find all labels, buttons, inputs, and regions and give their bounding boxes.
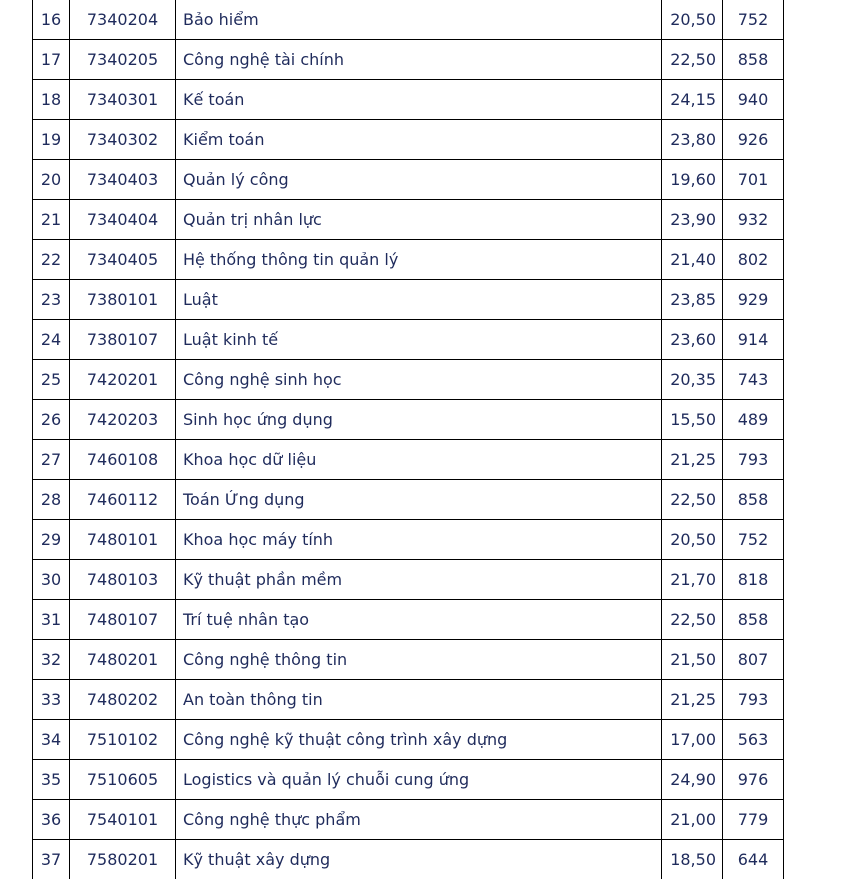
row-number-cell: 17 (33, 40, 70, 80)
major-name-cell: Công nghệ thực phẩm (176, 800, 662, 840)
major-code-cell: 7460108 (70, 440, 176, 480)
converted-points-cell: 818 (723, 560, 784, 600)
major-code-cell: 7480202 (70, 680, 176, 720)
major-code-cell: 7380107 (70, 320, 176, 360)
converted-points-cell: 858 (723, 480, 784, 520)
major-code-cell: 7460112 (70, 480, 176, 520)
major-name-cell: Hệ thống thông tin quản lý (176, 240, 662, 280)
converted-points-cell: 743 (723, 360, 784, 400)
major-code-cell: 7480107 (70, 600, 176, 640)
cutoff-score-cell: 22,50 (662, 600, 723, 640)
cutoff-score-cell: 23,80 (662, 120, 723, 160)
converted-points-cell: 779 (723, 800, 784, 840)
major-code-cell: 7340205 (70, 40, 176, 80)
row-number-cell: 28 (33, 480, 70, 520)
row-number-cell: 25 (33, 360, 70, 400)
major-code-cell: 7510102 (70, 720, 176, 760)
converted-points-cell: 489 (723, 400, 784, 440)
converted-points-cell: 929 (723, 280, 784, 320)
major-code-cell: 7340404 (70, 200, 176, 240)
cutoff-score-cell: 23,85 (662, 280, 723, 320)
major-code-cell: 7420203 (70, 400, 176, 440)
converted-points-cell: 563 (723, 720, 784, 760)
cutoff-score-cell: 22,50 (662, 40, 723, 80)
cutoff-score-cell: 24,90 (662, 760, 723, 800)
table-row (33, 240, 784, 280)
converted-points-cell: 793 (723, 680, 784, 720)
row-number-cell: 27 (33, 440, 70, 480)
major-name-cell: Quản lý công (176, 160, 662, 200)
admission-scores-table (32, 0, 784, 879)
major-name-cell: Công nghệ thông tin (176, 640, 662, 680)
row-number-cell: 33 (33, 680, 70, 720)
row-number-cell: 30 (33, 560, 70, 600)
row-number-cell: 34 (33, 720, 70, 760)
major-name-cell: Bảo hiểm (176, 0, 662, 40)
major-code-cell: 7340204 (70, 0, 176, 40)
major-name-cell: Khoa học dữ liệu (176, 440, 662, 480)
table-row (33, 440, 784, 480)
major-name-cell: Luật kinh tế (176, 320, 662, 360)
table-row (33, 840, 784, 879)
major-name-cell: Toán Ứng dụng (176, 480, 662, 520)
row-number-cell: 37 (33, 840, 70, 879)
cutoff-score-cell: 21,70 (662, 560, 723, 600)
major-name-cell: Công nghệ sinh học (176, 360, 662, 400)
converted-points-cell: 793 (723, 440, 784, 480)
cutoff-score-cell: 21,25 (662, 440, 723, 480)
major-code-cell: 7340403 (70, 160, 176, 200)
cutoff-score-cell: 15,50 (662, 400, 723, 440)
major-name-cell: Công nghệ kỹ thuật công trình xây dựng (176, 720, 662, 760)
row-number-cell: 21 (33, 200, 70, 240)
converted-points-cell: 976 (723, 760, 784, 800)
row-number-cell: 31 (33, 600, 70, 640)
major-code-cell: 7580201 (70, 840, 176, 879)
major-name-cell: Kiểm toán (176, 120, 662, 160)
major-name-cell: Sinh học ứng dụng (176, 400, 662, 440)
cutoff-score-cell: 20,50 (662, 520, 723, 560)
table-row (33, 320, 784, 360)
row-number-cell: 36 (33, 800, 70, 840)
table-row (33, 40, 784, 80)
table-row (33, 400, 784, 440)
row-number-cell: 18 (33, 80, 70, 120)
major-code-cell: 7540101 (70, 800, 176, 840)
major-name-cell: Logistics và quản lý chuỗi cung ứng (176, 760, 662, 800)
cutoff-score-cell: 21,00 (662, 800, 723, 840)
major-name-cell: Quản trị nhân lực (176, 200, 662, 240)
table-row (33, 360, 784, 400)
table-row (33, 120, 784, 160)
row-number-cell: 26 (33, 400, 70, 440)
table-row (33, 560, 784, 600)
cutoff-score-cell: 20,35 (662, 360, 723, 400)
converted-points-cell: 858 (723, 40, 784, 80)
cutoff-score-cell: 19,60 (662, 160, 723, 200)
major-name-cell: Khoa học máy tính (176, 520, 662, 560)
major-code-cell: 7380101 (70, 280, 176, 320)
row-number-cell: 20 (33, 160, 70, 200)
cutoff-score-cell: 21,25 (662, 680, 723, 720)
table-body (33, 0, 784, 879)
table-row (33, 720, 784, 760)
table-row (33, 640, 784, 680)
table-row (33, 480, 784, 520)
major-code-cell: 7480101 (70, 520, 176, 560)
converted-points-cell: 926 (723, 120, 784, 160)
row-number-cell: 29 (33, 520, 70, 560)
major-code-cell: 7480103 (70, 560, 176, 600)
table-row (33, 680, 784, 720)
row-number-cell: 24 (33, 320, 70, 360)
cutoff-score-cell: 24,15 (662, 80, 723, 120)
major-code-cell: 7340302 (70, 120, 176, 160)
major-name-cell: An toàn thông tin (176, 680, 662, 720)
converted-points-cell: 932 (723, 200, 784, 240)
row-number-cell: 23 (33, 280, 70, 320)
cutoff-score-cell: 17,00 (662, 720, 723, 760)
converted-points-cell: 752 (723, 520, 784, 560)
cutoff-score-cell: 18,50 (662, 840, 723, 879)
converted-points-cell: 644 (723, 840, 784, 879)
major-code-cell: 7510605 (70, 760, 176, 800)
major-name-cell: Luật (176, 280, 662, 320)
table-row (33, 800, 784, 840)
cutoff-score-cell: 20,50 (662, 0, 723, 40)
major-name-cell: Trí tuệ nhân tạo (176, 600, 662, 640)
converted-points-cell: 752 (723, 0, 784, 40)
row-number-cell: 19 (33, 120, 70, 160)
converted-points-cell: 802 (723, 240, 784, 280)
converted-points-cell: 701 (723, 160, 784, 200)
converted-points-cell: 858 (723, 600, 784, 640)
major-code-cell: 7340405 (70, 240, 176, 280)
major-code-cell: 7340301 (70, 80, 176, 120)
converted-points-cell: 807 (723, 640, 784, 680)
table-row (33, 0, 784, 40)
table-row (33, 600, 784, 640)
cutoff-score-cell: 23,60 (662, 320, 723, 360)
major-name-cell: Công nghệ tài chính (176, 40, 662, 80)
major-name-cell: Kỹ thuật xây dựng (176, 840, 662, 879)
admission-table-container (32, 0, 784, 879)
row-number-cell: 35 (33, 760, 70, 800)
table-row (33, 80, 784, 120)
table-row (33, 280, 784, 320)
table-row (33, 200, 784, 240)
major-code-cell: 7420201 (70, 360, 176, 400)
table-row (33, 520, 784, 560)
cutoff-score-cell: 23,90 (662, 200, 723, 240)
converted-points-cell: 940 (723, 80, 784, 120)
row-number-cell: 32 (33, 640, 70, 680)
cutoff-score-cell: 21,50 (662, 640, 723, 680)
major-name-cell: Kế toán (176, 80, 662, 120)
table-row (33, 160, 784, 200)
row-number-cell: 22 (33, 240, 70, 280)
row-number-cell: 16 (33, 0, 70, 40)
cutoff-score-cell: 21,40 (662, 240, 723, 280)
major-name-cell: Kỹ thuật phần mềm (176, 560, 662, 600)
major-code-cell: 7480201 (70, 640, 176, 680)
converted-points-cell: 914 (723, 320, 784, 360)
cutoff-score-cell: 22,50 (662, 480, 723, 520)
table-row (33, 760, 784, 800)
